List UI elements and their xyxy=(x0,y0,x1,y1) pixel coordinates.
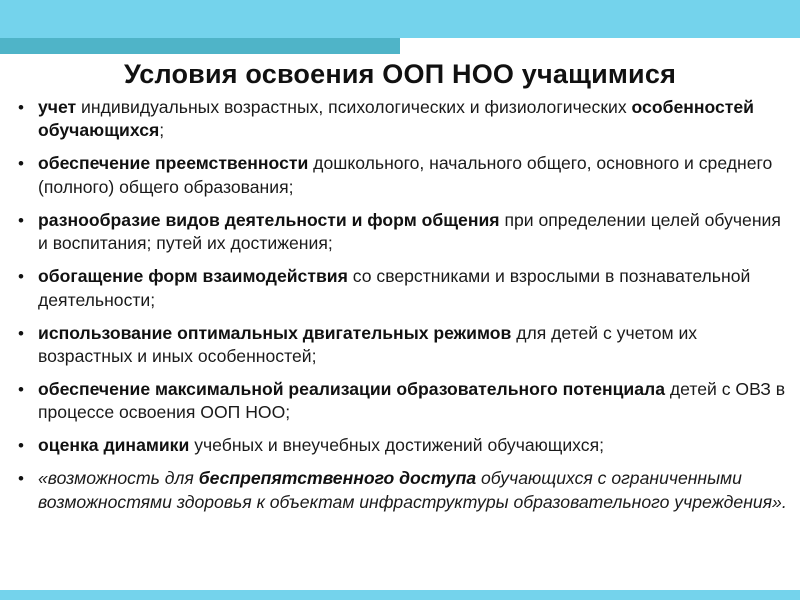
bullet-dot-icon: • xyxy=(18,267,24,287)
bullet-text-segment: особенностей обучающихся xyxy=(38,97,755,141)
bullet-dot-icon: • xyxy=(18,323,24,343)
bullet-text-segment: беспрепятственного доступа xyxy=(198,468,477,489)
bullet-text-segment: детей с ОВЗ в процессе освоения ООП НОО; xyxy=(38,379,786,423)
bullet-item xyxy=(18,96,788,143)
bullet-dot-icon: • xyxy=(18,98,24,117)
bullet-text-segment: «возможность для xyxy=(38,468,199,489)
bullet-text-segment: разнообразие видов деятельности и форм общения xyxy=(38,209,500,230)
bottom-accent-band xyxy=(0,590,800,600)
top-accent-strip-gap xyxy=(400,38,800,54)
bullet-text-segment: дошкольного, начального общего, основного и среднего (полного) общего образования; xyxy=(38,153,773,197)
bullet-text-segment: индивидуальных возрастных, психологических и физиологических xyxy=(76,97,632,117)
bullet-list xyxy=(18,96,788,524)
bullet-item xyxy=(18,378,788,425)
top-accent-strip xyxy=(0,38,400,54)
bullet-text-segment: для детей с учетом их возрастных и иных особенностей; xyxy=(38,322,698,367)
bullet-text-segment: учебных и внеучебных достижений обучающихся; xyxy=(189,435,604,456)
bullet-text-segment: обеспечение максимальной реализации образовательного потенциала xyxy=(38,379,665,400)
bullet-item xyxy=(18,209,788,256)
bullet-text-segment: обеспечение преемственности xyxy=(38,153,309,174)
bullet-item xyxy=(18,265,788,312)
bullet-item xyxy=(18,434,788,457)
top-accent-band xyxy=(0,0,800,38)
bullet-dot-icon: • xyxy=(18,380,24,400)
bullet-item xyxy=(18,152,788,199)
bullet-text-segment: оценка динамики xyxy=(38,435,190,456)
bullet-item xyxy=(18,322,788,369)
slide-title: Условия освоения ООП НОО учащимися xyxy=(123,59,677,89)
bullet-text-segment: при определении целей обучения и воспитания; путей их достижения; xyxy=(38,209,781,254)
bullet-item xyxy=(18,467,788,514)
bullet-text-segment: ; xyxy=(159,120,165,141)
bullet-dot-icon: • xyxy=(18,469,24,489)
bullet-text-segment: учет xyxy=(38,97,77,117)
bullet-text-segment: обучающихся с ограниченными возможностями здоровья к объектам инфраструктуры образовательного учреждения». xyxy=(38,468,787,512)
bullet-text-segment: использование оптимальных двигательных режимов xyxy=(38,322,512,343)
bullet-dot-icon: • xyxy=(18,436,24,456)
bullet-text-segment: со сверстниками и взрослыми в познавательной деятельности; xyxy=(38,266,751,310)
bullet-dot-icon: • xyxy=(18,154,24,174)
bullet-dot-icon: • xyxy=(18,210,24,230)
bullet-text-segment: обогащение форм взаимодействия xyxy=(38,266,348,287)
